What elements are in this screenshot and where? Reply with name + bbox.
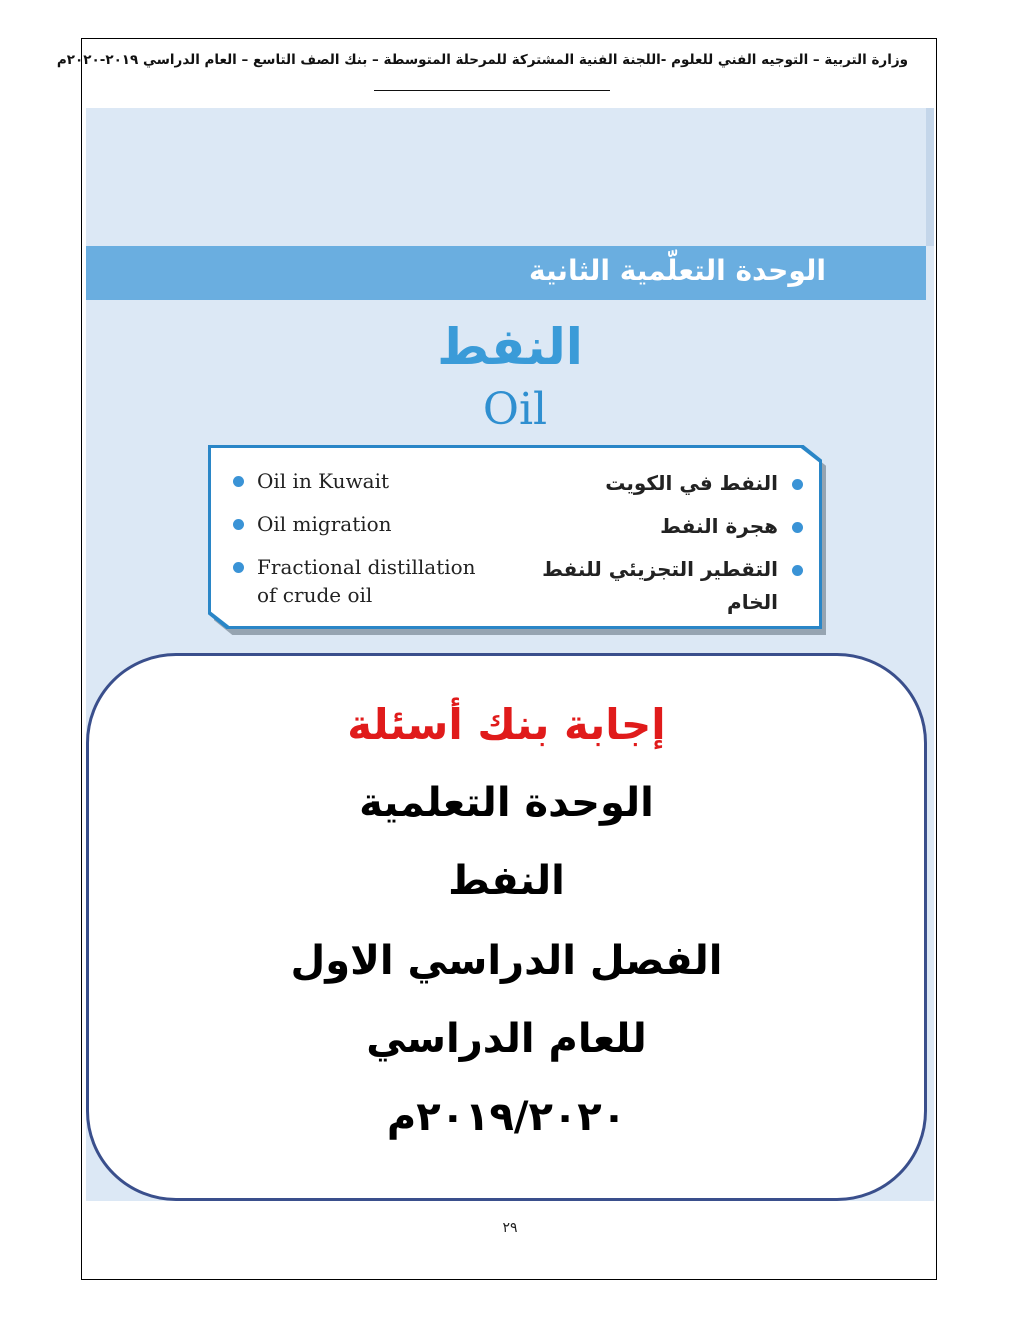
unit-banner (86, 246, 926, 300)
answer-title: إجابة بنك أسئلة (347, 700, 666, 749)
topic-ar-fractional-distillation: التقطير التجزيئي للنفط (542, 557, 778, 581)
topic-ar-crude: الخام (727, 590, 778, 614)
topic-ar-oil-in-kuwait: النفط في الكويت (605, 471, 778, 495)
topic-en-oil-in-kuwait: Oil in Kuwait (257, 469, 390, 493)
bullet-icon (233, 476, 244, 487)
bullet-icon (792, 565, 803, 576)
topic-en-fractional-distillation: Fractional distillation (257, 555, 476, 579)
header-divider (374, 90, 610, 91)
topic-en-crude-oil: of crude oil (257, 583, 373, 607)
bullet-icon (233, 562, 244, 573)
unit-banner-label: الوحدة التعلّمية الثانية (529, 254, 826, 287)
answer-unit-name: النفط (448, 858, 565, 904)
bullet-icon (792, 479, 803, 490)
unit-title-english: Oil (482, 384, 548, 435)
bullet-icon (792, 522, 803, 533)
cover-edge-strip (926, 108, 934, 246)
topic-ar-oil-migration: هجرة النفط (660, 514, 778, 538)
page-header: وزارة التربية – التوجيه الفني للعلوم -اللجنة الفنية المشتركة للمرحلة المتوسطة – بنك الصف التاسع – العام الدراسي ٢٠١٩-٢٠٢٠م (56, 52, 908, 68)
page-number: ٢٩ (502, 1220, 518, 1236)
bullet-icon (233, 519, 244, 530)
answer-year: ٢٠١٩/٢٠٢٠م (386, 1094, 627, 1140)
topic-en-oil-migration: Oil migration (257, 512, 392, 536)
answer-year-label: للعام الدراسي (366, 1016, 647, 1062)
answer-semester: الفصل الدراسي الاول (290, 938, 723, 984)
unit-title-arabic: النفط (437, 318, 583, 376)
answer-unit-label: الوحدة التعلمية (359, 780, 654, 826)
